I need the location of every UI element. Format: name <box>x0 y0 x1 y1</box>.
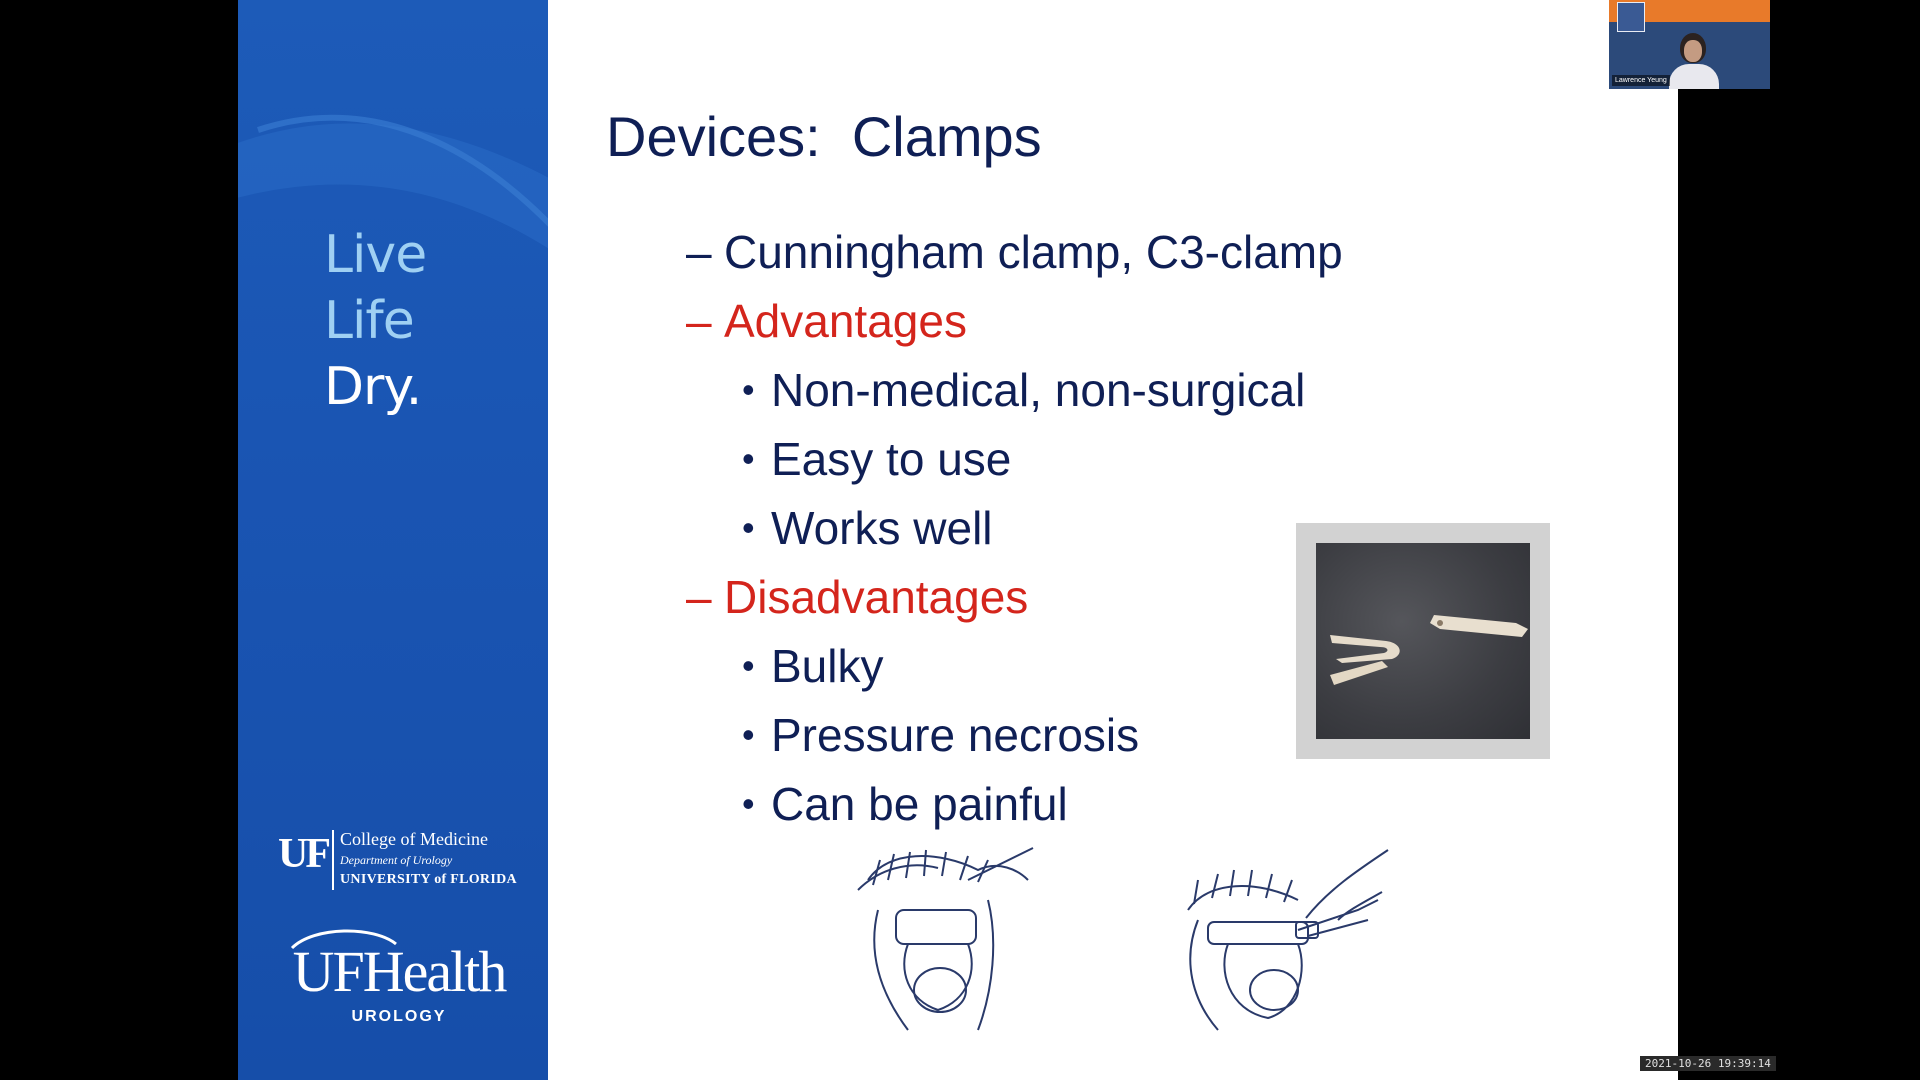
ufhealth-subtitle: UROLOGY <box>351 1008 447 1025</box>
bullet-marker: • <box>742 714 755 755</box>
participant-video-thumbnail[interactable] <box>1609 0 1770 89</box>
tagline-line-3: Dry. <box>324 357 422 417</box>
bullet-text: Advantages <box>724 295 967 347</box>
bullet-text: Bulky <box>771 640 884 692</box>
bullet-text: Disadvantages <box>724 571 1029 623</box>
tagline-line-1: Live <box>324 225 427 285</box>
slide-title: Devices: Clamps <box>606 105 1042 168</box>
university-name: UNIVERSITY of FLORIDA <box>340 872 517 887</box>
bullet-marker: • <box>742 369 755 410</box>
clamp-photo <box>1296 523 1550 759</box>
bullet-marker: – <box>686 226 712 278</box>
clamp-photo-image <box>1316 543 1530 739</box>
clamp-sketch-icon <box>828 840 1058 1040</box>
clamp-illustration-applied <box>1168 840 1398 1040</box>
participant-name-label: Lawrence Yeung <box>1612 75 1670 86</box>
bullet-marker: • <box>742 645 755 686</box>
bullet-text: Pressure necrosis <box>771 709 1140 761</box>
ufhealth-logo <box>274 922 524 1032</box>
college-name: College of Medicine <box>340 829 488 849</box>
presentation-slide <box>238 0 1678 1080</box>
tagline <box>324 222 426 420</box>
participant-face <box>1684 40 1702 62</box>
department-name: Department of Urology <box>340 853 453 867</box>
webcam-background-logo-icon <box>1617 2 1645 32</box>
bullet-text: Easy to use <box>771 433 1012 485</box>
bullet-text: Works well <box>771 502 993 554</box>
college-logo-text <box>340 828 517 890</box>
college-of-medicine-logo <box>278 826 528 896</box>
bullet-marker: • <box>742 438 755 479</box>
tagline-line-2: Life <box>324 291 414 351</box>
bullet-text: Cunningham clamp, C3-clamp <box>724 226 1343 278</box>
participant-body <box>1669 64 1719 89</box>
bullet-text: Can be painful <box>771 778 1068 830</box>
uf-logo-mark: UF <box>278 831 328 877</box>
slide-sidebar <box>238 0 548 1080</box>
bullet-marker: • <box>742 783 755 824</box>
bullet-text: Non-medical, non-surgical <box>771 364 1306 416</box>
bullet-marker: • <box>742 507 755 548</box>
bullet-marker: – <box>686 571 712 623</box>
clamp-sketch-icon <box>1168 840 1398 1040</box>
recording-timestamp: 2021-10-26 19:39:14 <box>1640 1056 1776 1071</box>
clamp-illustration-open <box>828 840 1058 1040</box>
logo-divider <box>332 830 334 890</box>
ufhealth-wordmark: UFHealth <box>292 939 506 1004</box>
bullet-marker: – <box>686 295 712 347</box>
clamp-device-icon <box>1316 543 1530 739</box>
